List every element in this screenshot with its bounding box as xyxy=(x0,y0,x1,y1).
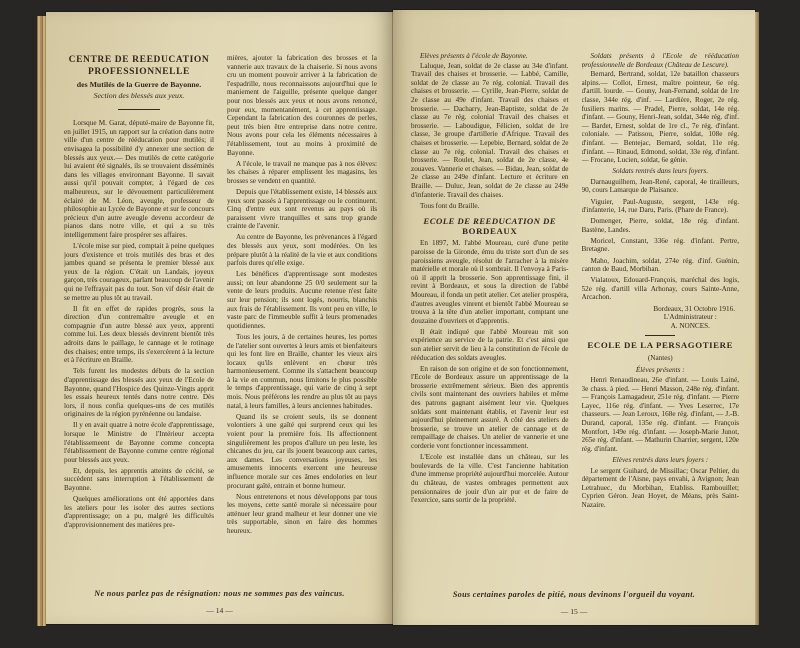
returned-entry: Vialatoux, Edouard-François, maréchal des logis, 52e rég. d'artill villa Arhonay, cours Sainte-Anne, Arcachon. xyxy=(581,276,739,302)
paragraph: Et, depuis, les apprentis atteints de cécité, se succèdent sans interruption à l'établissement de Bayonne. xyxy=(64,466,214,493)
article-subtitle: des Mutilés de la Guerre de Bayonne. xyxy=(76,80,202,89)
bordeaux-school-heading-line2: BORDEAUX xyxy=(462,225,518,236)
bayonne-roster: Laluque, Jean, soldat de 2e classe au 34e d'infant. Travail des chaises et brosserie. — Labbé, Camille, soldat de 2e classe au 7e rég. colonial. Travail des chaises et brosserie. — Cyrille, Jean-Pierre, soldat de 2e classe au 49e d'infant. Travail des chaises et brosserie. — Dacharry, Jean-Baptiste, soldat de 2e classe au 7e rég. colonial Travail des chaises et brosserie. — Laboudigue, Félicien, soldat de 1re classe, 3e groupe d'artillerie d'Afrique. Travail des chaises et brosserie. — Lepebie, Bernard, soldat de 2e classe au 7e rég. colonial. Travail des chaises et brosserie. — Roulet, Jean, soldat de 2e classe, 4e zouaves. Vannerie et chaises. — Bidau, Jean, soldat de 2e classe au 249e d'infant. Lecture et écriture en Braille. — Duluc, Jean, soldat de 2e classe au 249e d'infanterie. Travail des chaises. xyxy=(411,61,569,199)
nantes-school-heading-line1: ECOLE DE LA PERSAGOTIERE xyxy=(587,340,734,351)
bordeaux-school-heading-line1: ECOLE DE REEDUCATION DE xyxy=(423,216,557,227)
paragraph: L'Ecole est installée dans un château, sur les boulevards de la ville. C'est l'ancienne habitation d'une immense propriété aujourd'hui morcelée. Autour du château, de vastes ombrages permettent aux pensionnaires de jouir d'un air pur et de faire de l'exercice, sans sortir de la propriété. xyxy=(411,453,569,505)
divider xyxy=(645,335,675,336)
left-page xyxy=(46,12,393,624)
paragraph: Il y en avait quatre à notre école d'apprentissage, lorsque le Ministre de l'Intérieur accepta l'établissemeent de Bayonne comme concepta l'établissement de Bayonne comme centre régional pour blessés aux yeux. xyxy=(64,421,214,464)
paragraph: L'école mise sur pied, comptait à peine quelques jours d'existence et trois mutilés des bras et des jambes quand se présenta le premier blessé aux yeux de la région. C'était un Landais, joyeux garçon, très courageux, parlant beaucoup de l'avenir qui ne l'effrayait pas du tout. Son vif désir était de se mettre au plus tôt au travail. xyxy=(64,242,214,302)
returned-entry: Darnauguilhem, Jean-René, caporal, 4e tirailleurs, 90, cours Lamarque de Plaisance. xyxy=(581,177,739,195)
returned-soldiers-subhead: Soldats rentrés dans leurs foyers. xyxy=(612,167,709,176)
returned-students-label: Elèves rentrés dans leurs foyers : xyxy=(612,455,709,464)
right-page-column-1 xyxy=(411,52,569,574)
left-page-column-2 xyxy=(227,54,377,576)
paragraph: Les bénéfices d'apprentissage sont modestes aussi; on leur abandonne 25 0/0 seulement sur la vente de leurs produits. Aucune retenue n'est faite sur leur pension; ils sont logés, nourris, blanchis aux frais de l'établissement. Ils vont peu en ville, le vaste parc de l'immeuble suffit à leurs promenades quotidiennes. xyxy=(227,270,377,330)
left-page-columns xyxy=(46,12,393,576)
right-page xyxy=(393,10,755,625)
right-page-columns xyxy=(393,10,755,574)
right-footer-quote: Sous certaines paroles de pitié, nous devinons l'orgueil du voyant. xyxy=(452,590,696,599)
returned-entry: Domenger, Pierre, soldat, 18e rég. d'infant. Bastène, Landes. xyxy=(581,217,739,234)
braille-note: Tous font du Braille. xyxy=(420,201,480,210)
paragraph: Tous les jours, à de certaines heures, les portes de l'atelier sont ouvertes à leurs amis et bienfaiteurs qui les font lire en Braille, chanter les vieux airs locaux qu'ils enlèvent en chœur très harmonieusement. Comme ils s'attachent beaucoup à la vie en commun, nous limitons le plus possible le temps d'apprentissage, qui varie de cinq à sept mois. Nous préférons les rendre au plus tôt au pays natal, à leurs familles, à leurs anciennes habitudes. xyxy=(227,332,377,410)
divider xyxy=(118,109,160,110)
returned-entry: Maho, Joachim, soldat, 274e rég. d'inf. Guénin, canton de Baud, Morbihan. xyxy=(581,256,739,274)
nantes-roster: Henri Renaudineau, 26e d'infant. — Louis Lainé, 3e chass. à pied. — Henri Masson, 248e rég. d'infant. — François Lamagadeur, 251e rég. d'infant. — Pierre Layec, 116e rég. d'infant. — Yves Leserrec, 17e chasseurs. — Jean Leroux, 168e rég. d'infant, — J.-B. Durand, caporal, 135e rég. d'infant. — François Montfort, 149e rég. d'infant. — Joseph-Marie Junot, 265e rég. d'infant. — Mathurin Charrier, sergent, 120e rég. d'infant. xyxy=(581,376,739,453)
dateline: Bordeaux, 31 Octobre 1916. xyxy=(653,304,735,313)
paragraph: Quand ils se croient seuls, ils se donnent volontiers à une gaîté qui surprend ceux qui les voient pour la première fois. Ils affectionnent singulièrement les propos d'allure un peu leste, les chicanes du jeu, car ils jouent beaucoup aux cartes, aux dames. Les conversations joyeuses, les amusements innocents exercent une heureuse influence morale sur ces âmes endolories en leur procurant gaîté, entrain et bonne humeur. xyxy=(227,412,377,490)
nantes-school-heading-line2: (Nantes) xyxy=(647,353,673,362)
paragraph: Depuis que l'établissement existe, 14 blessés aux yeux sont passés à l'apprentissage ou le continuent. Cinq d'entre eux sont revenus au pays où ils paraissent vivre tranquilles et sans trop grande crainte de l'avenir. xyxy=(227,187,377,231)
left-page-number: — 14 — xyxy=(206,606,233,615)
article-section-title: Section des blessés aux yeux. xyxy=(93,90,185,100)
returned-entry: Moricel, Constant, 336e rég. d'infant. Pertre, Bretagne. xyxy=(581,236,739,254)
left-footer-quote: Ne nous parlez pas de résignation: nous ne sommes pas des vaincus. xyxy=(94,589,345,598)
right-page-number: — 15 — xyxy=(560,607,588,616)
paragraph: Au centre de Bayonne, les prévenances à l'égard des blessés aux yeux, sont modérées. On les prépare plutôt à la réalité de la vie et aux conditions parfois dures qu'elle exige. xyxy=(227,233,377,268)
article-title-line1: CENTRE DE REEDUCATION xyxy=(68,55,210,65)
returned-entry: Viguier, Paul-Auguste, sergent, 143e rég. d'infanterie, 14, rue Daru, Paris. (Phare de France). xyxy=(581,197,739,215)
present-students-label: Élèves présents : xyxy=(635,365,685,374)
paragraph: mières, ajouter la fabrication des brosses et la vannerie aux travaux de la chaiserie. Si nous avons cru un moment pouvoir arriver à la fabrication de l'espadrille, nous reconnaissons aujourd'hui que le maniement de l'aiguille, présente quelque danger pour nos blessés aux yeux et nous avons renoncé, pour eux, momentanément, à cet apprentissage. Cependant la fabrication des couronnes de perles, peut très bien être entreprise dans notre centre. Nous avons pour cela les éléments nécessaires à l'établissement, tout au moins à proximité de Bayonne. xyxy=(227,54,377,157)
paragraph: Lorsque M. Garat, député-maire de Bayonne fit, en juillet 1915, un rapport sur la création dans notre ville d'un centre de rééducation pour mutilés; il envisagea la possibilité d'y annexer une section de blessés aux yeux.— Des mutilés de cette catégorie lui avaient été signalés, ils se trouvaient disséminés dans les villages environnant Bayonne. Il savait aussi qu'il pouvait compter, à l'égard de ces malheureux, sur le dévouement particulièrement éclairé de M. Léon, aveugle, professeur de philosophie au Lycée de Bayonne et sur le concours précieux d'un autre aveugle devenu accordeur de pianos dans notre ville, et qui a su très intelligemment faire prospérer ses affaires. xyxy=(64,119,214,239)
right-page-column-2 xyxy=(582,52,740,574)
bayonne-roster-lead: Elèves présents à l'école de Bayonne. xyxy=(420,52,528,60)
article-title-line2: PROFESSIONNELLE xyxy=(88,67,190,77)
paragraph: Il était indiqué que l'abbé Moureau mit son expérience au service de la patrie. Et c'est ainsi que son atelier servit de lieu à la constitution de l'école de rééducation des soldats aveugles. xyxy=(411,327,569,362)
paragraph: Tels furent les modestes débuts de la section d'apprentissage des blessés aux yeux de l'Ecole de Bayonne, quand l'Hospice des Quinze-Vingts apprit les essais heureux tentés dans notre centre. Dès lors, il nous confia quelques-uns de ces mutilés originaires de la région pyrénéenne ou landaise. xyxy=(64,367,214,419)
paragraph: En raison de son origine et de son fonctionnement, l'Ecole de Bordeaux assure un apprentissage de la brosserie extrêmement sérieux. Bien des apprentis civils sont maintenant des ouvriers habiles et même des patrons gagnant aisément leur vie. Quelques soldats sont maintenant établis, et l'avenir leur est aujourd'hui pleinement assuré. A côté des ateliers de brosserie, se trouve un atelier de cannage et de rempaillage de chaises. Un atelier de vannerie et une corderie vont fonctionner incessamment. xyxy=(411,364,569,451)
paragraph: Nous entretenons et nous développons par tous les moyens, cette santé morale si nécessaire pour atténuer leur grand malheur et leur donner une vie très supportable, sinon en faire des hommes heureux. xyxy=(227,492,377,535)
paragraph: En 1897, M. l'abbé Moureau, curé d'une petite paroisse de la Gironde, ému du triste sort d'un de ses paroissiens aveugle, résolut de l'arracher à la misère matérielle et morale où il sombrait. Il l'envoya à Paris-où il apprit la brosserie. Son apprentissage fini, il revint à Bordeaux, et sous la direction de l'abbé Moureau, il fonda un petit atelier. Cet atelier prospéra, d'autres aveugles vinrent et bientôt l'abbé Moureau se trouva à la tête d'un atelier important, comptant une douzaine d'ouvriers et d'apprentis. xyxy=(411,239,569,325)
left-page-column-1 xyxy=(64,54,214,576)
administrator-name: A. NONCES. xyxy=(670,321,710,330)
bordeaux-roster-lead: Soldats présents à l'Ecole de rééducation professionnelle de Bordeaux (Château de Lescure). xyxy=(581,52,739,69)
nantes-returned-roster: Le sergent Guihard, de Missillac; Oscar Peltier, du département de l'Aisne, pays envahi, à Avignon; Jean Letrahuec, du Morbihan, Etabliss. Rambouillet; Cyprien Géron. Jean Hoyet, de Méans, près Saint-Nazaire. xyxy=(581,466,739,509)
paragraph: Il fit en effet de rapides progrès, sous la direction d'un contremaître aveugle et en compagnie d'un autre blessé aux yeux, apprenti comme lui. Les deux blessés devinrent bientôt très adroits dans le paillage, le cannage et le rotinage des chaises; entre temps, ils s'exercèrent à la lecture et à l'écriture en Braille. xyxy=(64,304,214,365)
paragraph: Quelques améliorations ont été apportées dans les ateliers pour les isoler des autres sections d'apprentissage; on a pu, malgré les difficultés d'approvisionnement des matières pre- xyxy=(64,495,214,529)
administrator-label: L'Administrateur : xyxy=(663,313,717,322)
bordeaux-roster: Bernard, Bertrand, soldat, 12e bataillon chasseurs alpins.— Collot, Ernest, maître pointeur, 6e rég. d'artill. lourde. — Gouny, Jean-Fernand, soldat de 1re classe, 344e rég. d'inf. — Lardière, Roger, 2e rég. fusiliers marins. — Pradel, Pierre, soldat, 14e rég. d'infant. — Gouny, Henri-Jean, soldat, 344e rég. d'inf. — Bardet, Ernest, soldat de 1re cl., 7e rég. d'infant. coloniale. — Patissou, Pierre, soldat, 108e rég. d'infant. — Bentejac, Bernard, soldat, 11e rég. d'infant. — Rinaud, Edmond, soldat, 33e rég. d'infant. — Frocane, Lucien, soldat, 6e génie. xyxy=(581,70,739,165)
paragraph: A l'école, le travail ne manque pas à nos élèves: les chaises à réparer emplissent les magasins, les brosses se vendent en quantité. xyxy=(227,159,377,185)
